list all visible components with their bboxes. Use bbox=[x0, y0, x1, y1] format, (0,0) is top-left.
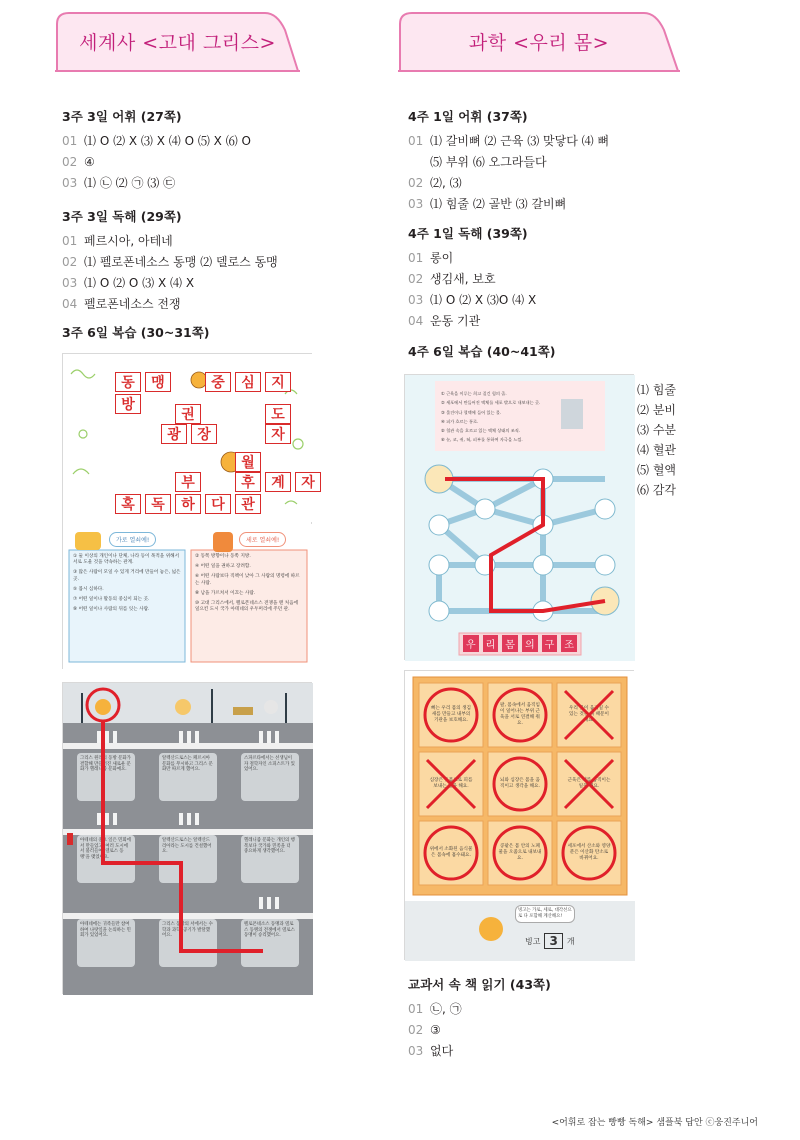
crossword-cell: 동 bbox=[115, 372, 141, 392]
section-title: 3주 3일 독해 (29쪽) bbox=[62, 209, 182, 224]
maze-statement-box: 그리스 원래의 동방 문화가 결합해 만들어진 새로운 문화가 헬레니즘 문화예요. bbox=[77, 753, 135, 801]
crossword-cell: 부 bbox=[175, 472, 201, 492]
maze-statement-box: 아테네의 중요 일은 민회에서 만들었고, 여러 도시에서 불러들여 '델로스 동맹'을 맺었어요. bbox=[77, 835, 135, 883]
answer-line: 01 롱이 bbox=[408, 251, 454, 265]
clue: ② 동쪽 방향이나 동쪽 지방. bbox=[195, 554, 251, 559]
crossword-cell: 자 bbox=[265, 424, 291, 444]
title-char: 조 bbox=[561, 635, 577, 652]
clues-across bbox=[73, 554, 181, 617]
body-map-clues bbox=[441, 389, 565, 445]
bingo-circle bbox=[425, 689, 477, 741]
crossword-cell: 도 bbox=[265, 404, 291, 424]
score-unit: 개 bbox=[566, 936, 575, 946]
crossword-cell: 중 bbox=[205, 372, 231, 392]
crossword-cell: 맹 bbox=[145, 372, 171, 392]
answers-week4-day1-reading bbox=[408, 224, 536, 332]
section-title: 3주 3일 어휘 (27쪽) bbox=[62, 109, 182, 124]
answers-week4-day1-vocab bbox=[408, 107, 609, 215]
answers-week3-day3-vocab bbox=[62, 107, 251, 194]
crossword-cell: 광 bbox=[161, 424, 187, 444]
hint-down-label: 세로 열쇠예! bbox=[239, 532, 286, 547]
answer-line: ⑶ 수분 bbox=[637, 423, 676, 437]
clue: ③ 물건이나 혈액에 들어 있는 물. bbox=[441, 409, 502, 415]
answers-textbook-reading bbox=[408, 975, 551, 1062]
body-structure-figure bbox=[404, 374, 634, 660]
crossword-cell: 계 bbox=[265, 472, 291, 492]
answer-line: 02 ⑵, ⑶ bbox=[408, 176, 462, 190]
crossword-cell: 방 bbox=[115, 394, 141, 414]
maze-statement-box: 알렉산드로스는 페르시아 문화를 무시하고 그리스 문화만 따르게 했어요. bbox=[159, 753, 217, 801]
score-label: 빙고 bbox=[525, 936, 541, 946]
clues-down bbox=[195, 554, 303, 617]
maze-statement-box: 아테네에는 귀족들만 참여하여 나랏일을 논의하는 민회가 있었어요. bbox=[77, 919, 135, 967]
clue: ④ 어떤 일을 권하고 장려함. bbox=[195, 564, 251, 570]
answer-line: ⑸ 부위 ⑹ 오그라들다 bbox=[430, 155, 547, 169]
title-char: 리 bbox=[483, 635, 499, 652]
bingo-cell-text: 위에서 소화된 음식물은 몸속에 흡수돼요. bbox=[429, 847, 473, 858]
footer-copyright: <어휘로 잡는 빵빵 독해> 샘플북 답안 ⓒ웅진주니어 bbox=[551, 1118, 758, 1128]
maze-statement-box: 헬레니즘 문화는 개인의 행복보다 국가와 민족을 더 중요하게 생각했어요. bbox=[241, 835, 299, 883]
bingo-cross bbox=[427, 760, 475, 808]
clue: ⑤ 몹시 심하다. bbox=[73, 586, 104, 592]
answer-line: 02 생김새, 보호 bbox=[408, 272, 496, 286]
subject-tab-world-history bbox=[55, 10, 300, 72]
maze-statement-box: 펠로폰네소스 동맹과 델로스 동맹의 전쟁에서 델로스 동맹이 승리했어요. bbox=[241, 919, 299, 967]
clue: ⑦ 어떤 일이나 활동의 중심이 되는 곳. bbox=[73, 597, 150, 603]
bingo-cell-text: 근육은 뼈를 움직이는 일을 해요. bbox=[567, 778, 611, 789]
bingo-cell-text: 우리 몸이 움직일 수 있는 것은 뼈 때문이에요. bbox=[569, 706, 609, 723]
answers-week3-day6-review bbox=[62, 323, 210, 347]
answer-line: ⑵ 분비 bbox=[637, 403, 676, 417]
crossword-cell: 지 bbox=[265, 372, 291, 392]
clue: ② 세포에서 만들어진 액체를 세포 밖으로 내보내는 곳. bbox=[441, 400, 541, 406]
crossword-cell: 장 bbox=[191, 424, 217, 444]
bingo-cell-text: 세포에서 산소와 영양분은 이산화 탄소로 바뀌어요. bbox=[567, 844, 611, 861]
bingo-figure bbox=[404, 670, 634, 960]
clue: ① 근육을 이루는 희고 질긴 힘의 줄. bbox=[441, 391, 507, 396]
section-title: 3주 6일 복습 (30~31쪽) bbox=[62, 325, 210, 340]
section-title: 교과서 속 책 읽기 (43쪽) bbox=[408, 977, 551, 992]
answer-line: 03 ⑴ 힘줄 ⑵ 골반 ⑶ 갈비뼈 bbox=[408, 197, 567, 211]
bingo-cell-text: 콩팥은 몸 안의 노폐물을 오줌으로 내보내요. bbox=[498, 844, 542, 861]
answer-line: 02 ④ bbox=[62, 155, 95, 169]
title-char: 우 bbox=[463, 635, 479, 652]
clue: ④ 피가 흐르는 통로. bbox=[441, 418, 479, 424]
bingo-cell-text: 뇌와 심장은 몸을 움직이고 생각을 해요. bbox=[500, 778, 540, 789]
maze-statement-box: 스파르타에서는 선생님이자 철학자인 소피스트가 있었어요. bbox=[241, 753, 299, 801]
answer-line: ⑹ 감각 bbox=[637, 483, 676, 497]
crossword-cell: 권 bbox=[175, 404, 201, 424]
title-char: 몸 bbox=[502, 635, 518, 652]
body-map-title bbox=[461, 635, 579, 652]
bingo-cross bbox=[565, 691, 613, 739]
clue: ⑥ 눈, 코, 귀, 혀, 피부를 통하여 자극을 느낌. bbox=[441, 437, 523, 443]
bingo-circle bbox=[563, 827, 615, 879]
hint-across-label: 가로 열쇠예! bbox=[109, 532, 156, 547]
answer-line: 03 없다 bbox=[408, 1044, 454, 1058]
crossword-cell: 후 bbox=[235, 472, 261, 492]
crossword-figure bbox=[62, 353, 315, 669]
maze-figure bbox=[62, 682, 312, 994]
crossword-cell: 자 bbox=[295, 472, 321, 492]
crossword-cell: 혹 bbox=[115, 494, 141, 514]
bingo-cross bbox=[565, 760, 613, 808]
answer-line: 02 ⑴ 펠로폰네소스 동맹 ⑵ 델로스 동맹 bbox=[62, 255, 278, 269]
title-char: 구 bbox=[542, 635, 558, 652]
answer-line: ⑴ 힘줄 bbox=[637, 383, 676, 397]
answer-line: 01 ㉡, ㉠ bbox=[408, 1002, 462, 1016]
answers-week4-day6-review bbox=[408, 342, 556, 366]
section-title: 4주 6일 복습 (40~41쪽) bbox=[408, 344, 556, 359]
answer-line: 03 ⑴ O ⑵ O ⑶ X ⑷ X bbox=[62, 276, 195, 290]
answer-line: ⑸ 혈액 bbox=[637, 463, 676, 477]
answers-week3-day3-reading bbox=[62, 207, 278, 315]
clue: ① 둘 이상의 개인이나 단체, 나라 등이 목적을 위해서 서로 도울 것을 약속하는 관계. bbox=[73, 554, 180, 566]
clue: ⑨ 어떤 일이나 사람의 뒤를 잇는 사람. bbox=[73, 607, 150, 613]
bingo-score bbox=[525, 933, 575, 949]
bingo-circle bbox=[494, 827, 546, 879]
subject-tab-science bbox=[398, 10, 680, 72]
clue: ⑩ 고대 그리스에서, 펠로폰네소스 전쟁을 맨 처음에 일으킨 도시 국가 아테네의 우두머리에 주던 관. bbox=[195, 601, 299, 613]
bingo-circle bbox=[494, 689, 546, 741]
tab-title: 세계사 <고대 그리스> bbox=[79, 31, 276, 54]
crossword-cell: 심 bbox=[235, 372, 261, 392]
maze-path bbox=[63, 683, 313, 995]
maze-statement-box: 알렉산드로스는 알렉산드리아라는 도시를 건설했어요. bbox=[159, 835, 217, 883]
crossword-cell: 관 bbox=[235, 494, 261, 514]
section-title: 4주 1일 어휘 (37쪽) bbox=[408, 109, 528, 124]
answer-line: ⑷ 혈관 bbox=[637, 443, 676, 457]
crossword-cell: 하 bbox=[175, 494, 201, 514]
bingo-cell-text: 심장은 온몸으로 피를 보내는 일을 해요. bbox=[429, 778, 473, 789]
answer-line: 01 ⑴ O ⑵ X ⑶ X ⑷ O ⑸ X ⑹ O bbox=[62, 134, 251, 148]
answer-line: 01 페르시아, 아테네 bbox=[62, 234, 173, 248]
bingo-cell-text: 뼈는 우리 몸의 생김새를 만들고 내부의 기관을 보호해요. bbox=[431, 706, 471, 723]
clue: ⑧ 남을 가르쳐서 이끄는 사람. bbox=[195, 590, 256, 596]
section-title: 4주 1일 독해 (39쪽) bbox=[408, 226, 528, 241]
clue: ③ 많은 사람이 모일 수 있게 거리에 만들어 놓은, 넓은 곳. bbox=[73, 570, 181, 582]
answer-line: 04 펠로폰네소스 전쟁 bbox=[62, 297, 181, 311]
score-value: 3 bbox=[544, 933, 562, 949]
answer-line: 01 ⑴ 갈비뼈 ⑵ 근육 ⑶ 맞닿다 ⑷ 뼈 bbox=[408, 134, 610, 148]
answer-line: 04 운동 기관 bbox=[408, 314, 481, 328]
answer-line: 02 ③ bbox=[408, 1023, 441, 1037]
bingo-circle bbox=[494, 758, 546, 810]
tab-title: 과학 <우리 몸> bbox=[468, 31, 610, 54]
clue: ⑤ 혈관 속을 흐르고 있는 액체 상태의 조직. bbox=[441, 428, 521, 434]
bingo-cell-text: 팔, 몸속에서 움직임이 일어나는 부위 근육을 서로 연결해 줘요. bbox=[500, 703, 540, 726]
clue: ⑥ 어떤 사람보다 직책이 낮아 그 사람의 명령에 따르는 사람. bbox=[195, 574, 300, 586]
bingo-circle bbox=[425, 827, 477, 879]
title-char: 의 bbox=[522, 635, 538, 652]
answer-line: 03 ⑴ O ⑵ X ⑶O ⑷ X bbox=[408, 293, 537, 307]
crossword-cell: 독 bbox=[145, 494, 171, 514]
maze-statement-box: 그리스 동방의 서에서는 수학과 과학, 공기가 발달했어요. bbox=[159, 919, 217, 967]
body-map-answers bbox=[637, 380, 676, 500]
answer-line: 03 ⑴ ㉡ ⑵ ㉠ ⑶ ㉢ bbox=[62, 176, 176, 190]
crossword-cell: 다 bbox=[205, 494, 231, 514]
crossword-cell: 월 bbox=[235, 452, 261, 472]
bingo-bubble: 빙고는 가로, 세로, 대각선으로 다 포함해 계산해요! bbox=[515, 905, 575, 923]
